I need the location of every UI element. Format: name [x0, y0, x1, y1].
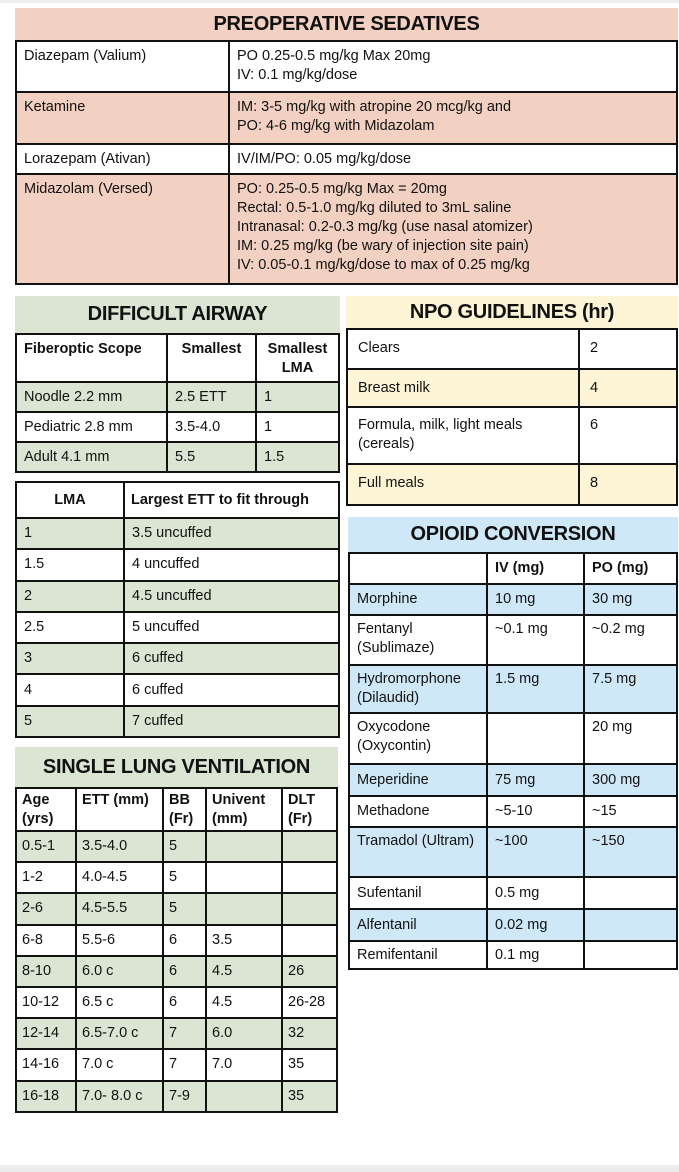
table-cell: 3: [16, 643, 124, 674]
table-cell: Formula, milk, light meals (cereals): [347, 407, 579, 464]
column-header: PO (mg): [584, 553, 677, 584]
table-cell: [206, 1081, 282, 1112]
table-cell: Tramadol (Ultram): [349, 827, 487, 877]
table-row: [349, 665, 677, 713]
table-cell: Clears: [347, 329, 579, 369]
table-cell: ~0.2 mg: [584, 615, 677, 665]
dose-line: PO: 0.25-0.5 mg/kg Max = 20mg: [237, 181, 447, 197]
preop-row: [16, 174, 677, 284]
table-cell: [584, 877, 677, 909]
table-row: [347, 464, 677, 505]
header-row: [16, 788, 337, 831]
header-row: [16, 334, 339, 382]
table-row: [349, 584, 677, 615]
table-cell: 5: [16, 706, 124, 737]
table-cell: 1.5: [16, 549, 124, 580]
table-cell: 6: [163, 987, 206, 1018]
table-cell: [584, 909, 677, 941]
column-header: ETT (mm): [76, 788, 163, 831]
table-cell: Methadone: [349, 796, 487, 827]
table-row: [16, 518, 339, 549]
table-cell: 7: [163, 1018, 206, 1049]
table-cell: Oxycodone (Oxycontin): [349, 713, 487, 764]
slv-title: SINGLE LUNG VENTILATION: [15, 747, 338, 787]
table-cell: [282, 862, 337, 893]
table-row: [16, 706, 339, 737]
table-cell: 300 mg: [584, 764, 677, 796]
npo-section: [346, 296, 678, 506]
table-cell: 32: [282, 1018, 337, 1049]
table-row: [16, 674, 339, 705]
drug-name: Lorazepam (Ativan): [16, 144, 229, 174]
table-cell: 4.0-4.5: [76, 862, 163, 893]
lma-table: [15, 481, 340, 738]
table-cell: 4: [579, 369, 677, 407]
drug-name: Diazepam (Valium): [16, 41, 229, 92]
table-row: [16, 1018, 337, 1049]
table-cell: 1: [256, 412, 339, 442]
table-row: [16, 925, 337, 956]
column-header: Smallest: [167, 334, 256, 382]
dose-line: IM: 3-5 mg/kg with atropine 20 mcg/kg and: [237, 99, 512, 115]
table-cell: 10-12: [16, 987, 76, 1018]
dose-line: Intranasal: 0.2-0.3 mg/kg (use nasal atomizer): [237, 219, 533, 235]
table-cell: 7.0 c: [76, 1049, 163, 1080]
dose-line: PO 0.25-0.5 mg/kg Max 20mg: [237, 48, 431, 64]
table-row: [16, 442, 339, 472]
table-row: [347, 407, 677, 464]
table-cell: 2: [579, 329, 677, 369]
table-row: [349, 941, 677, 969]
table-cell: 2.5 ETT: [167, 382, 256, 412]
table-row: [16, 412, 339, 442]
table-cell: 6: [163, 956, 206, 987]
preop-section: [15, 8, 678, 285]
table-cell: 4.5: [206, 956, 282, 987]
airway-table: [15, 333, 340, 473]
table-cell: [487, 713, 584, 764]
table-cell: 20 mg: [584, 713, 677, 764]
table-cell: Alfentanil: [349, 909, 487, 941]
table-cell: 35: [282, 1049, 337, 1080]
table-cell: Fentanyl (Sublimaze): [349, 615, 487, 665]
column-header: LMA: [16, 482, 124, 518]
table-cell: 1.5: [256, 442, 339, 472]
table-cell: 6.5-7.0 c: [76, 1018, 163, 1049]
drug-name: Ketamine: [16, 92, 229, 144]
table-cell: Breast milk: [347, 369, 579, 407]
table-cell: 4 uncuffed: [124, 549, 339, 580]
header-row: [349, 553, 677, 584]
table-cell: 6-8: [16, 925, 76, 956]
dose-line: PO: 4-6 mg/kg with Midazolam: [237, 118, 435, 134]
table-cell: 35: [282, 1081, 337, 1112]
table-cell: 8-10: [16, 956, 76, 987]
table-cell: Remifentanil: [349, 941, 487, 969]
opioid-title: OPIOID CONVERSION: [348, 517, 678, 552]
table-row: [349, 713, 677, 764]
column-header: DLT (Fr): [282, 788, 337, 831]
table-cell: 3.5 uncuffed: [124, 518, 339, 549]
table-row: [347, 369, 677, 407]
column-header: Largest ETT to fit through: [124, 482, 339, 518]
table-cell: 6: [579, 407, 677, 464]
table-cell: 4.5: [206, 987, 282, 1018]
table-cell: 26-28: [282, 987, 337, 1018]
column-header: Univent (mm): [206, 788, 282, 831]
table-cell: 10 mg: [487, 584, 584, 615]
column-header: Age (yrs): [16, 788, 76, 831]
table-cell: 1-2: [16, 862, 76, 893]
table-cell: Morphine: [349, 584, 487, 615]
table-cell: 14-16: [16, 1049, 76, 1080]
dose-line: IV: 0.1 mg/kg/dose: [237, 67, 358, 83]
table-row: [349, 877, 677, 909]
table-cell: Adult 4.1 mm: [16, 442, 167, 472]
table-cell: Meperidine: [349, 764, 487, 796]
table-cell: 4.5 uncuffed: [124, 581, 339, 612]
table-row: [16, 987, 337, 1018]
table-cell: ~0.1 mg: [487, 615, 584, 665]
table-cell: Pediatric 2.8 mm: [16, 412, 167, 442]
table-cell: 6 cuffed: [124, 643, 339, 674]
column-header: BB (Fr): [163, 788, 206, 831]
table-cell: 2.5: [16, 612, 124, 643]
airway-section: [15, 296, 340, 473]
table-cell: 1: [16, 518, 124, 549]
table-row: [347, 329, 677, 369]
slv-table: [15, 787, 338, 1113]
table-cell: Noodle 2.2 mm: [16, 382, 167, 412]
table-cell: 7 cuffed: [124, 706, 339, 737]
table-cell: 0.5 mg: [487, 877, 584, 909]
table-cell: 5: [163, 893, 206, 924]
table-row: [16, 893, 337, 924]
table-cell: 16-18: [16, 1081, 76, 1112]
table-cell: 12-14: [16, 1018, 76, 1049]
table-cell: 4.5-5.5: [76, 893, 163, 924]
column-header: IV (mg): [487, 553, 584, 584]
table-row: [349, 796, 677, 827]
table-cell: 8: [579, 464, 677, 505]
preop-row: [16, 92, 677, 144]
table-cell: 1.5 mg: [487, 665, 584, 713]
table-cell: 5: [163, 862, 206, 893]
table-cell: [282, 893, 337, 924]
table-cell: [206, 831, 282, 862]
table-cell: 7.0: [206, 1049, 282, 1080]
table-row: [16, 862, 337, 893]
table-row: [16, 643, 339, 674]
preop-row: [16, 41, 677, 92]
table-cell: 2-6: [16, 893, 76, 924]
table-cell: 3.5-4.0: [76, 831, 163, 862]
table-cell: [282, 925, 337, 956]
preop-title: PREOPERATIVE SEDATIVES: [15, 8, 678, 40]
dose-cell: [229, 174, 677, 284]
npo-table: [346, 328, 678, 506]
table-cell: 0.5-1: [16, 831, 76, 862]
dose-line: Rectal: 0.5-1.0 mg/kg diluted to 3mL saline: [237, 200, 512, 216]
preop-table: [15, 40, 678, 285]
table-cell: ~100: [487, 827, 584, 877]
table-cell: 5: [163, 831, 206, 862]
column-header: [349, 553, 487, 584]
dose-cell: [229, 144, 677, 174]
table-cell: ~5-10: [487, 796, 584, 827]
table-cell: ~150: [584, 827, 677, 877]
table-cell: 7: [163, 1049, 206, 1080]
table-cell: 30 mg: [584, 584, 677, 615]
table-row: [349, 764, 677, 796]
table-cell: 7-9: [163, 1081, 206, 1112]
table-cell: [206, 862, 282, 893]
slv-section: [15, 747, 338, 1113]
table-cell: [282, 831, 337, 862]
table-cell: 5.5-6: [76, 925, 163, 956]
table-row: [16, 382, 339, 412]
table-cell: 7.0- 8.0 c: [76, 1081, 163, 1112]
table-row: [16, 1081, 337, 1112]
table-cell: 6.0 c: [76, 956, 163, 987]
table-cell: ~15: [584, 796, 677, 827]
lma-section: [15, 481, 340, 738]
table-cell: 1: [256, 382, 339, 412]
table-cell: 7.5 mg: [584, 665, 677, 713]
dose-line: IM: 0.25 mg/kg (be wary of injection site pain): [237, 238, 529, 254]
table-cell: 6.0: [206, 1018, 282, 1049]
column-header: Fiberoptic Scope: [16, 334, 167, 382]
table-row: [16, 549, 339, 580]
table-cell: 0.1 mg: [487, 941, 584, 969]
table-row: [349, 615, 677, 665]
table-cell: Sufentanil: [349, 877, 487, 909]
table-row: [16, 612, 339, 643]
table-cell: 26: [282, 956, 337, 987]
top-strip: [0, 0, 679, 3]
table-row: [16, 956, 337, 987]
table-cell: 2: [16, 581, 124, 612]
table-cell: 5.5: [167, 442, 256, 472]
table-cell: 6: [163, 925, 206, 956]
table-cell: 75 mg: [487, 764, 584, 796]
npo-title: NPO GUIDELINES (hr): [346, 296, 678, 328]
airway-title: DIFFICULT AIRWAY: [15, 296, 340, 333]
table-cell: 5 uncuffed: [124, 612, 339, 643]
table-cell: Full meals: [347, 464, 579, 505]
drug-name: Midazolam (Versed): [16, 174, 229, 284]
table-cell: 0.02 mg: [487, 909, 584, 941]
column-header: Smallest LMA: [256, 334, 339, 382]
opioid-table: [348, 552, 678, 970]
table-cell: 6 cuffed: [124, 674, 339, 705]
dose-cell: [229, 41, 677, 92]
table-cell: 3.5-4.0: [167, 412, 256, 442]
dose-line: IV: 0.05-0.1 mg/kg/dose to max of 0.25 mg/kg: [237, 257, 530, 273]
table-row: [16, 581, 339, 612]
bottom-strip: [0, 1165, 679, 1172]
dose-cell: [229, 92, 677, 144]
table-row: [16, 1049, 337, 1080]
table-cell: [206, 893, 282, 924]
table-row: [349, 827, 677, 877]
table-cell: [584, 941, 677, 969]
table-cell: 4: [16, 674, 124, 705]
table-cell: 3.5: [206, 925, 282, 956]
table-row: [16, 831, 337, 862]
dose-line: IV/IM/PO: 0.05 mg/kg/dose: [237, 151, 412, 167]
header-row: [16, 482, 339, 518]
table-row: [349, 909, 677, 941]
table-cell: Hydromorphone (Dilaudid): [349, 665, 487, 713]
table-cell: 6.5 c: [76, 987, 163, 1018]
preop-row: [16, 144, 677, 174]
opioid-section: [348, 517, 678, 970]
